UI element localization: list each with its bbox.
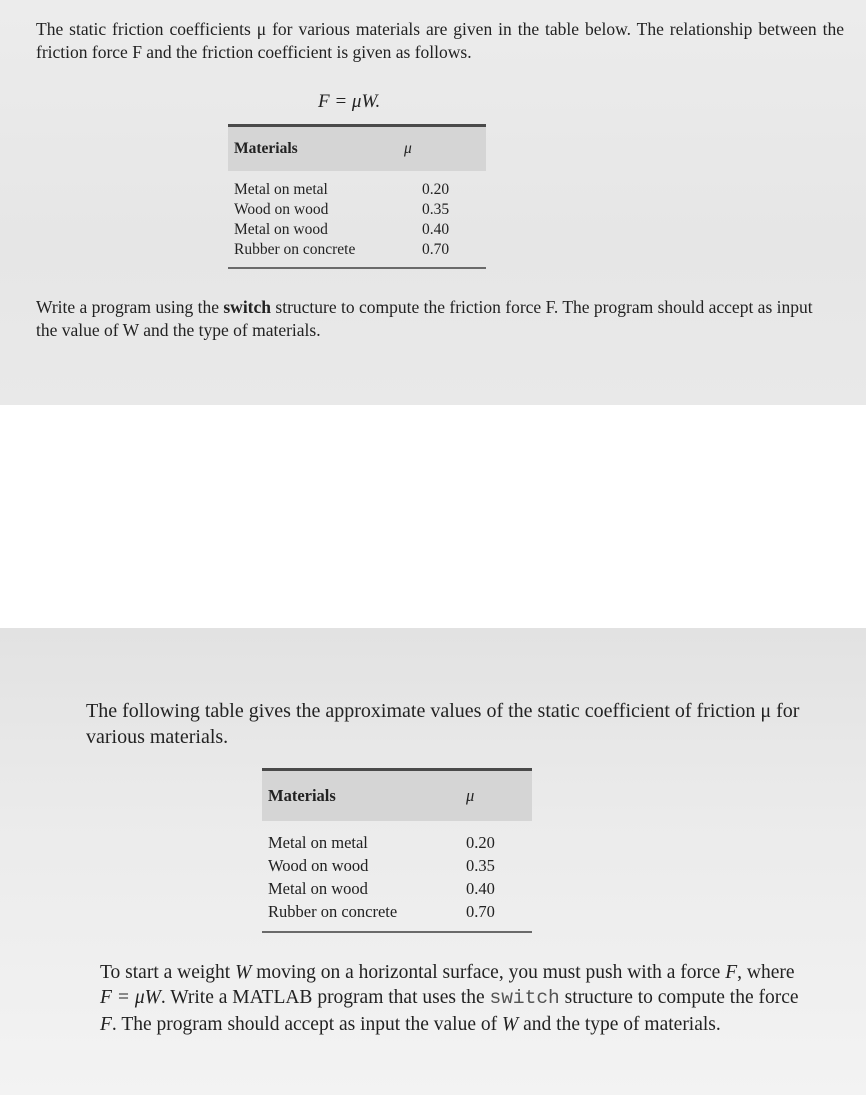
mu-cell: 0.70	[466, 902, 495, 921]
table-row	[234, 241, 486, 261]
table-body	[262, 821, 532, 931]
material-cell: Rubber on concrete	[234, 241, 356, 258]
question-text: moving on a horizontal surface, you must push with a force	[251, 962, 726, 983]
problem-2-question	[100, 960, 800, 1037]
problem-1-intro: The static friction coefficients μ for various materials are given in the table below. The relationship between the friction force F and the friction coefficient is given as follows.	[36, 19, 844, 62]
question-text: structure to compute the friction force F. The program should accept as input the value of W and the type of materials.	[36, 297, 813, 340]
table-bottom-rule	[262, 931, 532, 933]
material-cell: Rubber on concrete	[268, 902, 398, 921]
question-text: Write a program using the	[36, 297, 224, 317]
question-text: , where	[737, 962, 795, 983]
mu-cell: 0.70	[422, 241, 450, 258]
var-F: F	[100, 1013, 112, 1035]
var-W: W	[235, 962, 252, 983]
material-cell: Metal on metal	[268, 833, 368, 852]
var-F: F	[725, 962, 738, 983]
table-header	[262, 771, 532, 821]
friction-formula: F = μW.	[318, 91, 381, 112]
material-cell: Wood on wood	[234, 201, 329, 218]
table-row	[268, 833, 532, 856]
material-cell: Metal on wood	[234, 221, 328, 238]
question-text: To start a weight	[100, 962, 236, 983]
mu-cell: 0.40	[466, 879, 495, 898]
material-cell: Wood on wood	[268, 856, 369, 875]
header-mu: μ	[466, 786, 475, 805]
switch-code: switch	[489, 987, 560, 1010]
table-bottom-rule	[228, 267, 486, 269]
table-row	[234, 221, 486, 241]
table-row	[234, 181, 486, 201]
table-header	[228, 127, 486, 171]
question-text: and the type of materials.	[518, 1013, 721, 1035]
mu-cell: 0.20	[466, 833, 495, 852]
table-row	[268, 902, 532, 925]
header-materials: Materials	[234, 140, 298, 157]
table-row	[268, 879, 532, 902]
table-row	[234, 201, 486, 221]
material-cell: Metal on wood	[268, 879, 368, 898]
var-W: W	[502, 1013, 519, 1035]
header-materials: Materials	[268, 786, 336, 805]
question-text: structure to compute the force	[559, 987, 799, 1009]
problem-2-intro: The following table gives the approximate values of the static coefficient of friction μ for various materials.	[86, 700, 800, 748]
switch-keyword: switch	[223, 297, 272, 317]
mu-cell: 0.20	[422, 181, 450, 198]
problem-1-question	[36, 296, 816, 342]
mu-cell: 0.35	[422, 201, 450, 218]
friction-table-1	[228, 124, 486, 269]
table-body	[228, 171, 486, 267]
header-mu: μ	[404, 140, 412, 157]
mu-cell: 0.35	[466, 856, 495, 875]
friction-table-2	[262, 768, 532, 933]
material-cell: Metal on metal	[234, 181, 328, 198]
inline-formula: F = μW	[100, 987, 161, 1009]
question-text: . Write a MATLAB program that uses the	[160, 987, 490, 1009]
problem-1-panel	[0, 0, 866, 405]
problem-2-panel	[0, 628, 866, 1095]
question-text: . The program should accept as input the value of	[111, 1013, 502, 1035]
table-row	[268, 856, 532, 879]
mu-cell: 0.40	[422, 221, 450, 238]
